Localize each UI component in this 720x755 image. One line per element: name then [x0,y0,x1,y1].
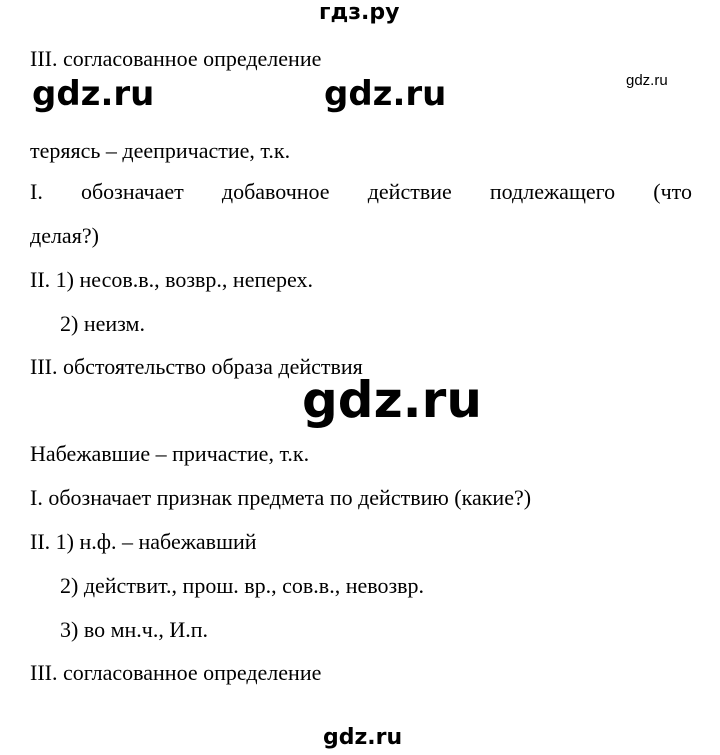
site-title: гдз.ру [319,0,400,25]
text-line-5: II. 1) несов.в., возвр., неперех. [30,267,313,292]
text-line-7: III. обстоятельство образа действия [30,354,363,379]
text-line-9: I. обозначает признак предмета по действию (какие?) [30,485,532,510]
watermark-left: gdz.ru [32,74,155,114]
text-line-12: 3) во мн.ч., И.п. [60,617,208,642]
watermark-corner: gdz.ru [626,72,668,89]
text-line-1: III. согласованное определение [30,46,322,71]
text-line-13: III. согласованное определение [30,660,322,685]
text-line-11: 2) действит., прош. вр., сов.в., невозвр. [60,573,425,598]
text-line-2: теряясь – деепричастие, т.к. [30,138,291,163]
text-line-3: I. обозначает добавочное действие подлежащего (что [30,179,692,204]
text-line-8: Набежавшие – причастие, т.к. [30,441,310,466]
watermark-middle: gdz.ru [302,371,482,429]
text-line-10: II. 1) н.ф. – набежавший [30,529,257,554]
text-line-4: делая?) [30,223,99,248]
watermark-center: gdz.ru [324,74,447,114]
watermark-bottom: gdz.ru [323,725,403,750]
text-line-6: 2) неизм. [60,311,145,336]
